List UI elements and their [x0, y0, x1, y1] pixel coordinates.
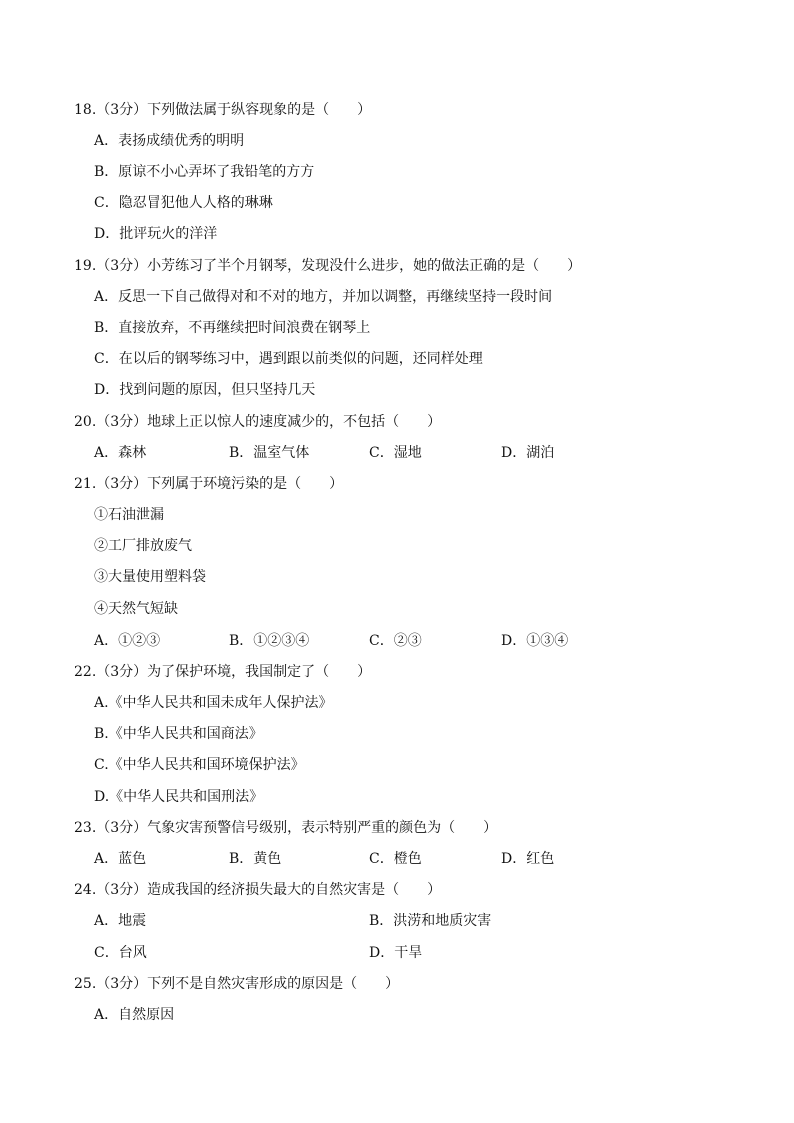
- question-22-option-d: D.《中华人民共和国刑法》: [94, 789, 264, 805]
- question-21-item-2: ②工厂排放废气: [94, 538, 192, 554]
- question-23-option-d: D．红色: [501, 851, 555, 867]
- question-23-option-c: C．橙色: [369, 851, 422, 867]
- question-20-option-a: A．森林: [94, 445, 147, 461]
- question-18-stem: 18.（3分）下列做法属于纵容现象的是（ ）: [74, 102, 372, 118]
- question-24-stem: 24.（3分）造成我国的经济损失最大的自然灾害是（ ）: [74, 882, 442, 898]
- question-19-option-a: A．反思一下自己做得对和不对的地方，并加以调整，再继续坚持一段时间: [94, 289, 553, 305]
- question-20-stem: 20.（3分）地球上正以惊人的速度减少的，不包括（ ）: [74, 414, 442, 430]
- question-19-option-c: C．在以后的钢琴练习中，遇到跟以前类似的问题，还同样处理: [94, 351, 483, 367]
- question-24-option-c: C．台风: [94, 945, 147, 961]
- question-23-stem: 23.（3分）气象灾害预警信号级别，表示特别严重的颜色为（ ）: [74, 820, 498, 836]
- question-19-option-d: D．找到问题的原因，但只坚持几天: [94, 382, 316, 398]
- question-21-item-3: ③大量使用塑料袋: [94, 569, 206, 585]
- question-21-option-c: C．②③: [369, 633, 422, 649]
- question-21-option-b: B．①②③④: [229, 633, 310, 649]
- question-23-option-a: A．蓝色: [94, 851, 147, 867]
- question-18-option-b: B．原谅不小心弄坏了我铅笔的方方: [94, 164, 315, 180]
- question-21-option-a: A．①②③: [94, 633, 161, 649]
- question-18-option-c: C．隐忍冒犯他人人格的琳琳: [94, 195, 273, 211]
- question-25-option-a: A．自然原因: [94, 1007, 175, 1023]
- question-22-option-c: C.《中华人民共和国环境保护法》: [94, 757, 305, 773]
- question-23-option-b: B．黄色: [229, 851, 282, 867]
- question-22-stem: 22.（3分）为了保护环境，我国制定了（ ）: [74, 664, 372, 680]
- question-19-stem: 19.（3分）小芳练习了半个月钢琴，发现没什么进步，她的做法正确的是（ ）: [74, 258, 582, 274]
- question-21-option-d: D．①③④: [501, 633, 569, 649]
- question-24-option-b: B．洪涝和地质灾害: [369, 913, 492, 929]
- question-22-option-a: A.《中华人民共和国未成年人保护法》: [94, 695, 333, 711]
- question-24-option-d: D．干旱: [369, 945, 423, 961]
- question-20-option-b: B．温室气体: [229, 445, 310, 461]
- question-19-option-b: B．直接放弃，不再继续把时间浪费在钢琴上: [94, 320, 371, 336]
- question-21-item-4: ④天然气短缺: [94, 601, 178, 617]
- question-18-option-a: A．表扬成绩优秀的明明: [94, 133, 245, 149]
- question-20-option-d: D．湖泊: [501, 445, 555, 461]
- question-22-option-b: B.《中华人民共和国商法》: [94, 726, 263, 742]
- question-24-option-a: A．地震: [94, 913, 147, 929]
- question-25-stem: 25.（3分）下列不是自然灾害形成的原因是（ ）: [74, 976, 400, 992]
- question-21-item-1: ①石油泄漏: [94, 507, 164, 523]
- question-21-stem: 21.（3分）下列属于环境污染的是（ ）: [74, 476, 344, 492]
- question-18-option-d: D．批评玩火的洋洋: [94, 226, 218, 242]
- question-20-option-c: C．湿地: [369, 445, 422, 461]
